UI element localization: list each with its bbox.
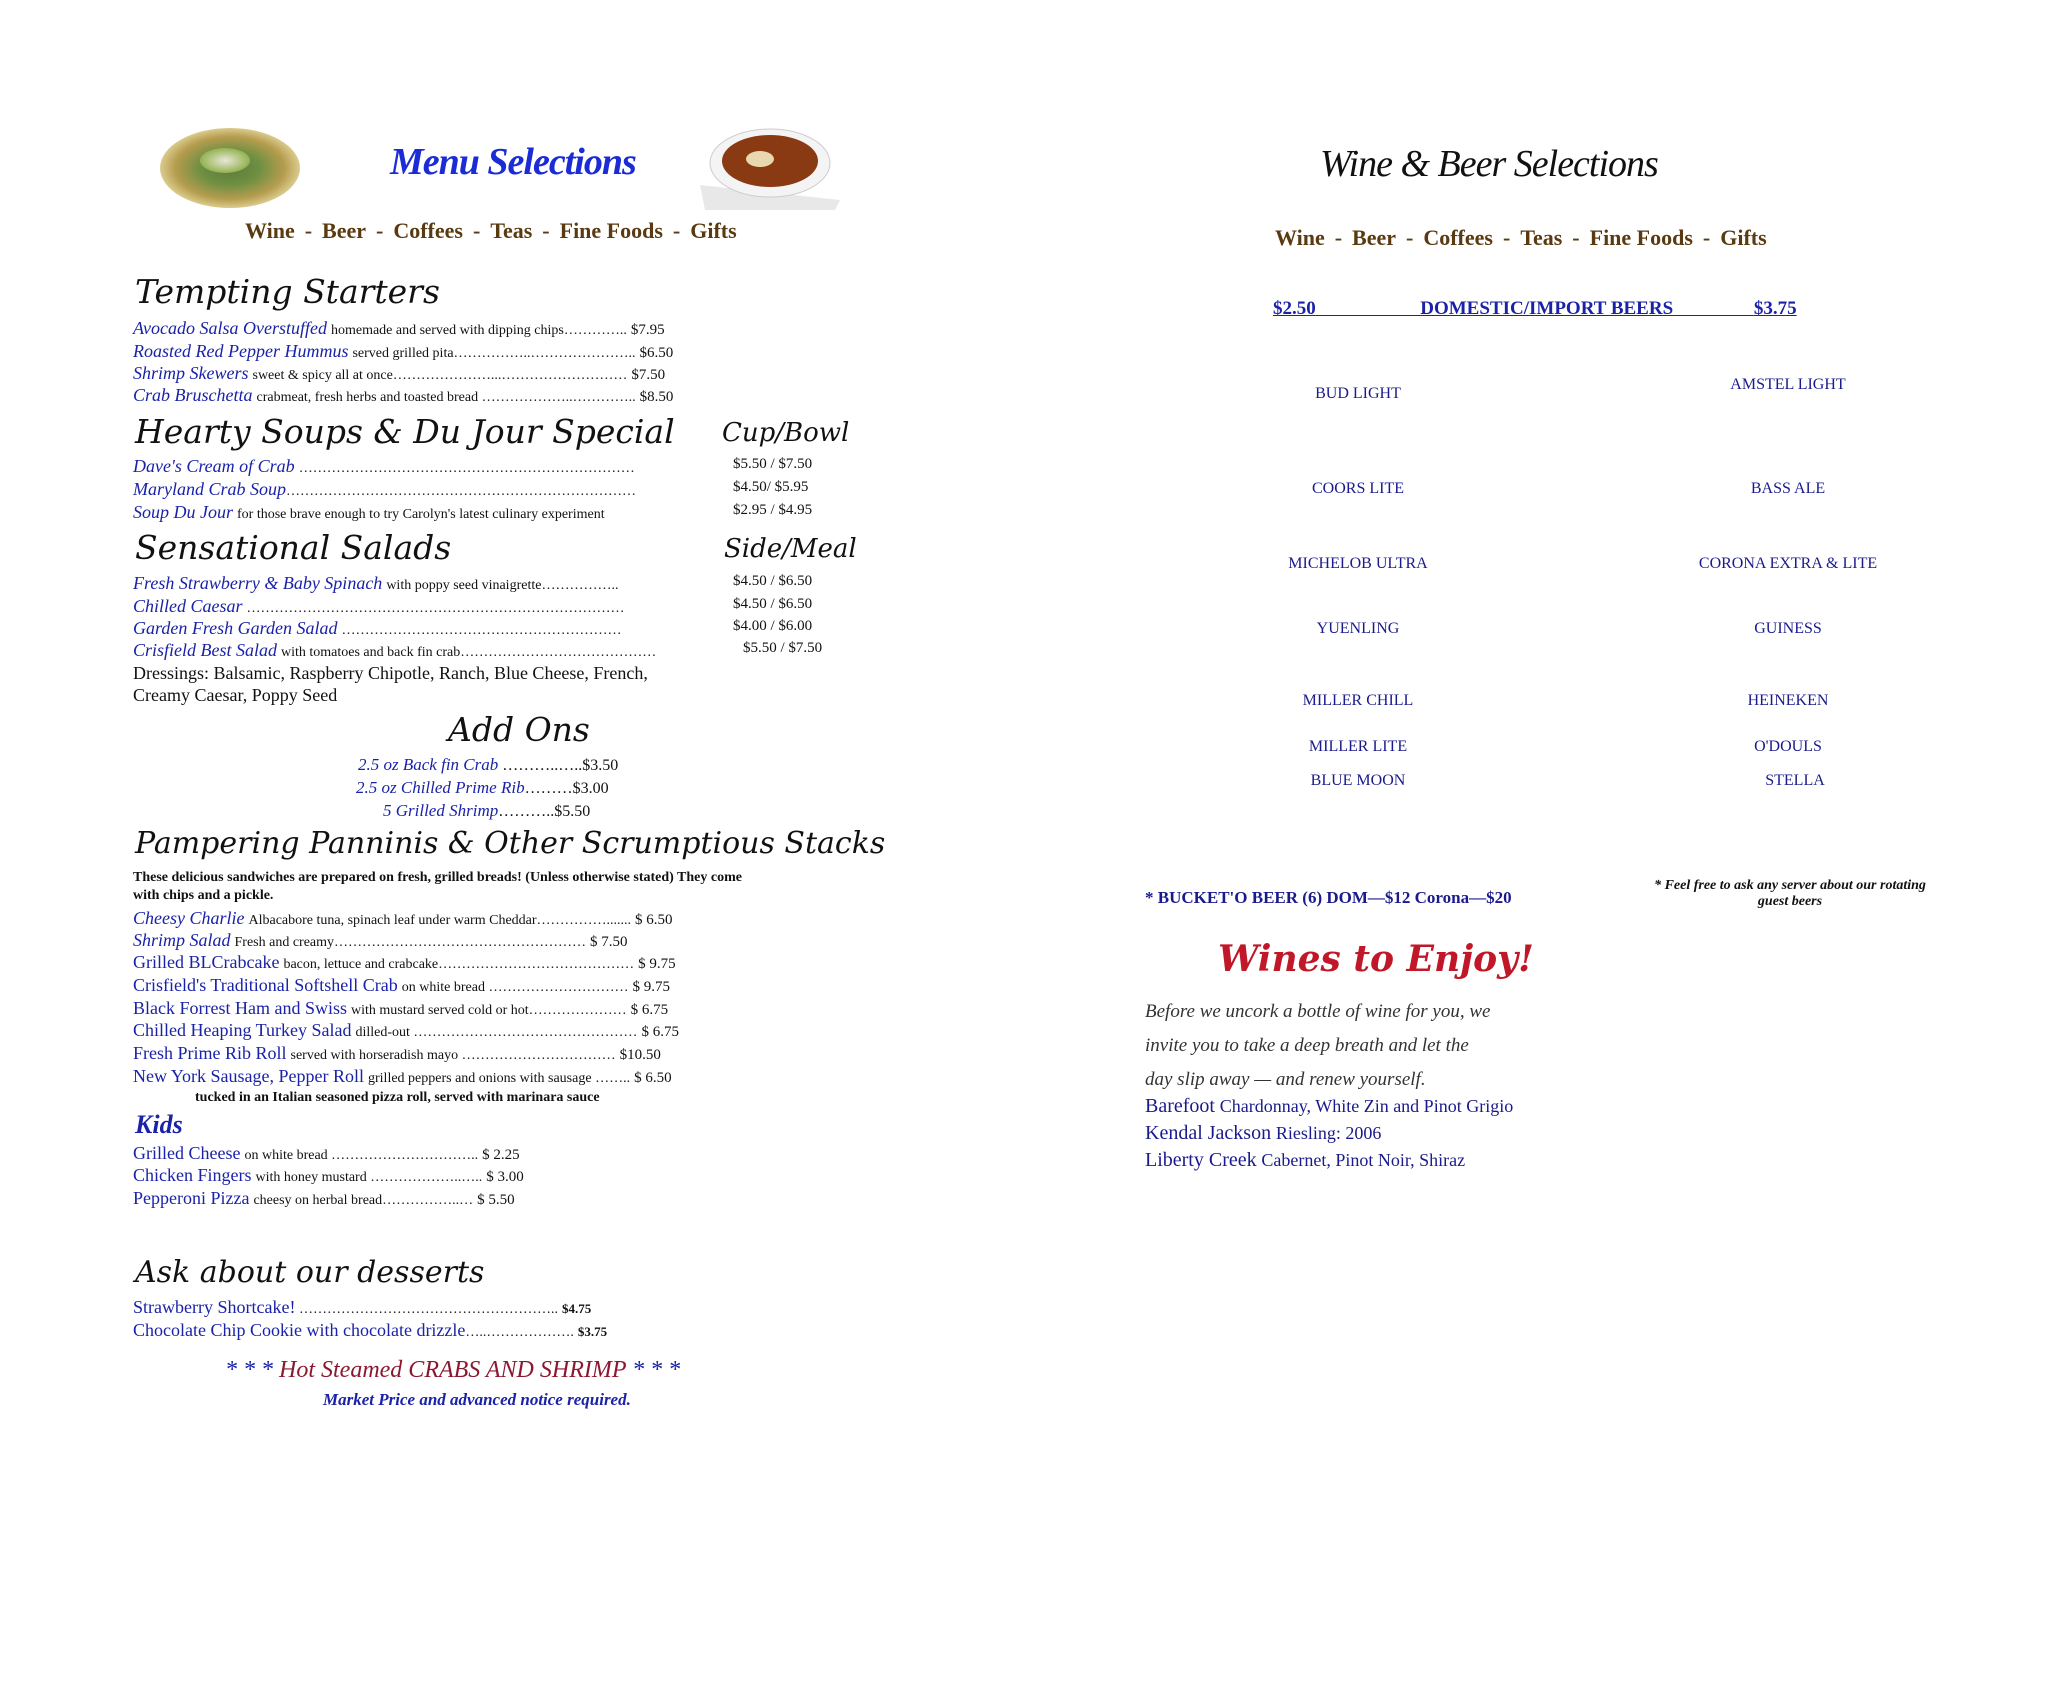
beer-item: STELLA <box>1765 772 1825 789</box>
beer-item: AMSTEL LIGHT <box>1730 376 1846 393</box>
nav-fine-foods[interactable]: Fine Foods <box>559 218 663 243</box>
sandwich-item: Shrimp Salad Fresh and creamy……………………………………………… $ 7.50 <box>133 930 628 950</box>
salad-item: Chilled Caesar ……………………………………………………………………… $4.50 / $6.50 <box>133 596 813 616</box>
sausage-note: tucked in an Italian seasoned pizza roll, served with marinara sauce <box>195 1090 600 1105</box>
salad-item: Fresh Strawberry & Baby Spinach with poppy seed vinaigrette…………….. $4.50 / $6.50 <box>133 573 813 593</box>
beer-price-header <box>1273 298 1833 320</box>
beer-category: DOMESTIC/IMPORT BEERS <box>1420 298 1674 319</box>
wine-item: Barefoot Chardonnay, White Zin and Pinot Grigio <box>1145 1095 1514 1117</box>
wine-list <box>1145 1093 1513 1174</box>
special-line: * * * Hot Steamed CRABS AND SHRIMP * * * <box>225 1357 681 1383</box>
nav-coffees[interactable]: Coffees <box>393 218 463 243</box>
starter-item: Roasted Red Pepper Hummus served grilled pita……………..………………….. $6.50 <box>133 341 674 361</box>
soups-heading: Hearty Soups & Du Jour Special <box>135 412 675 451</box>
nav-beer[interactable]: Beer <box>1352 225 1397 250</box>
kids-heading: Kids <box>135 1110 183 1139</box>
wine-item: Liberty Creek Cabernet, Pinot Noir, Shiraz <box>1145 1149 1466 1171</box>
beer-item: HEINEKEN <box>1747 692 1829 709</box>
sandwich-item: Crisfield's Traditional Softshell Crab on white bread ………………………… $ 9.75 <box>133 975 670 995</box>
beer-item: MILLER CHILL <box>1302 692 1414 709</box>
kids-item: Pepperoni Pizza cheesy on herbal bread……………..… $ 5.50 <box>133 1188 515 1208</box>
nav-gifts[interactable]: Gifts <box>1720 225 1767 250</box>
beer-item: BASS ALE <box>1750 480 1826 497</box>
sandwich-item: Cheesy Charlie Albacabore tuna, spinach leaf under warm Cheddar……………....... $ 6.50 <box>133 908 673 928</box>
starter-item: Avocado Salsa Overstuffed homemade and served with dipping chips………….. $7.95 <box>133 318 665 338</box>
page-title-wine-beer: Wine & Beer Selections <box>1320 143 1658 185</box>
beer-item: MICHELOB ULTRA <box>1288 555 1428 572</box>
soup-bowl-photo <box>695 125 845 215</box>
kids-item: Chicken Fingers with honey mustard ………………..….. $ 3.00 <box>133 1165 524 1185</box>
soups-sizes: Cup/Bowl <box>722 418 850 448</box>
desserts-heading: Ask about our desserts <box>135 1255 485 1290</box>
page-title-menu: Menu Selections <box>390 141 636 183</box>
starter-item: Shrimp Skewers sweet & spicy all at once…………………...……………………… $7.50 <box>133 363 666 383</box>
beer-price-left: $2.50 <box>1273 298 1316 319</box>
nav-teas[interactable]: Teas <box>1520 225 1563 250</box>
wine-item: Kendal Jackson Riesling: 2006 <box>1145 1122 1382 1144</box>
nav-beer[interactable]: Beer <box>322 218 367 243</box>
beer-item: YUENLING <box>1316 620 1400 637</box>
left-nav: Wine - Beer - Coffees - Teas - Fine Foods - Gifts <box>245 218 737 243</box>
rotating-beers-note: * Feel free to ask any server about our rotating guest beers <box>1654 878 1926 909</box>
sandwich-item: Black Forrest Ham and Swiss with mustard served cold or hot………………… $ 6.75 <box>133 998 669 1018</box>
starters-heading: Tempting Starters <box>135 272 440 311</box>
beer-price-right: $3.75 <box>1753 298 1797 319</box>
beer-item: MILLER LITE <box>1308 738 1408 755</box>
beer-item: GUINESS <box>1754 620 1822 637</box>
dressings-text: Dressings: Balsamic, Raspberry Chipotle, Ranch, Blue Cheese, French, <box>133 663 648 683</box>
nav-coffees[interactable]: Coffees <box>1423 225 1493 250</box>
dessert-item: Chocolate Chip Cookie with chocolate drizzle…..………………. $3.75 <box>133 1320 608 1340</box>
salads-sizes: Side/Meal <box>724 534 857 564</box>
addon-item: 5 Grilled Shrimp………..$5.50 <box>383 801 591 820</box>
starter-item: Crab Bruschetta crabmeat, fresh herbs and toasted bread ………………..………….. $8.50 <box>133 385 674 405</box>
sandwich-item: Fresh Prime Rib Roll served with horseradish mayo …………………………… $10.50 <box>133 1043 661 1063</box>
addon-item: 2.5 oz Back fin Crab ………..…..$3.50 <box>358 755 619 774</box>
dessert-item: Strawberry Shortcake! ……………………………………………….. $4.75 <box>133 1297 592 1317</box>
salad-photo <box>160 128 300 208</box>
wines-heading: Wines to Enjoy! <box>1218 938 1534 980</box>
nav-teas[interactable]: Teas <box>490 218 533 243</box>
sandwich-item: New York Sausage, Pepper Roll grilled peppers and onions with sausage …….. $ 6.50 <box>133 1066 672 1086</box>
special-text: Hot Steamed CRABS AND SHRIMP <box>279 1357 627 1383</box>
wine-intro: Before we uncork a bottle of wine for you, we invite you to take a deep breath and let the day slip away — and renew yourself. <box>1145 1001 1491 1090</box>
nav-wine[interactable]: Wine <box>245 218 295 243</box>
salad-item: Garden Fresh Garden Salad …………………………………………………… $4.00 / $6.00 <box>133 618 813 638</box>
beer-item: COORS LITE <box>1312 480 1404 497</box>
sandwiches-intro-2: with chips and a pickle. <box>133 888 274 903</box>
nav-gifts[interactable]: Gifts <box>690 218 737 243</box>
beer-item: BUD LIGHT <box>1315 385 1401 402</box>
addons-heading: Add Ons <box>448 710 590 749</box>
sandwiches-heading: Pampering Panninis & Other Scrumptious Stacks <box>135 826 886 861</box>
beer-item: BLUE MOON <box>1310 772 1406 789</box>
right-nav: Wine - Beer - Coffees - Teas - Fine Foods - Gifts <box>1275 225 1767 250</box>
beer-item: CORONA EXTRA & LITE <box>1698 555 1878 572</box>
bucket-of-beer: * BUCKET'O BEER (6) DOM—$12 Corona—$20 <box>1145 888 1512 907</box>
addon-item: 2.5 oz Chilled Prime Rib………$3.00 <box>356 778 609 797</box>
soup-item: Dave's Cream of Crab ……………………………………………………………… $5.50 / $7.50 <box>133 456 813 476</box>
soup-item: Maryland Crab Soup………………………………………………………………… $4.50/ $5.95 <box>133 479 809 499</box>
salad-item: Crisfield Best Salad with tomatoes and back fin crab…………………………………… $5.50 / $7.50 <box>133 640 823 660</box>
dressings-text-2: Creamy Caesar, Poppy Seed <box>133 685 338 705</box>
beer-item: O'DOULS <box>1754 738 1822 755</box>
special-note: Market Price and advanced notice required. <box>323 1390 631 1409</box>
kids-item: Grilled Cheese on white bread ………………………….. $ 2.25 <box>133 1143 520 1163</box>
salads-heading: Sensational Salads <box>135 528 452 567</box>
soup-item: Soup Du Jour for those brave enough to try Carolyn's latest culinary experiment $2.95 / $4.95 <box>133 502 813 522</box>
nav-wine[interactable]: Wine <box>1275 225 1325 250</box>
nav-fine-foods[interactable]: Fine Foods <box>1589 225 1693 250</box>
sandwiches-intro: These delicious sandwiches are prepared on fresh, grilled breads! (Unless otherwise stated) They come <box>133 870 742 885</box>
sandwich-item: Chilled Heaping Turkey Salad dilled-out ………………………………………… $ 6.75 <box>133 1020 679 1040</box>
sandwich-item: Grilled BLCrabcake bacon, lettuce and crabcake…………………………………… $ 9.75 <box>133 952 676 972</box>
